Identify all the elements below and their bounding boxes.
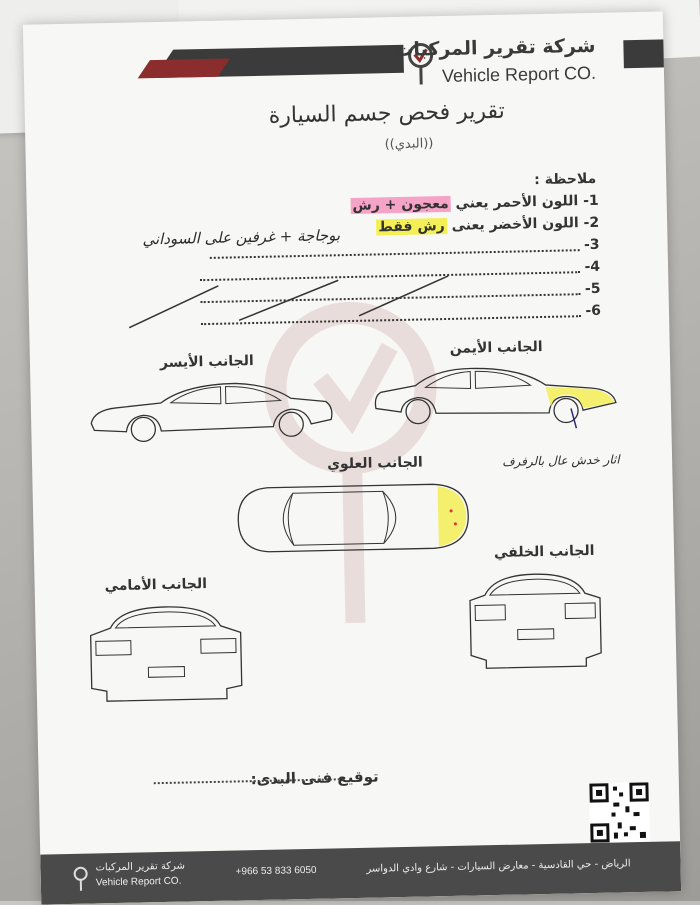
note-number: 6- bbox=[585, 302, 602, 320]
report-subtitle: ((البدي)) bbox=[384, 136, 434, 153]
label-right-side: الجانب الأيمن bbox=[449, 338, 543, 357]
damage-annotation: اثار خدش عال بالرفرف bbox=[501, 452, 620, 469]
footer-brand-ar: شركة تقرير المركبات bbox=[95, 860, 186, 874]
footer-logo-icon bbox=[72, 866, 89, 892]
note-number: 1- bbox=[582, 192, 599, 210]
note-number: 4- bbox=[584, 258, 601, 276]
footer-phone: +966 53 833 6050 bbox=[235, 864, 317, 878]
footer-bar bbox=[40, 841, 681, 904]
footer-brand-en: Vehicle Report CO. bbox=[95, 875, 182, 889]
note-number: 3- bbox=[583, 236, 600, 254]
qr-code-icon bbox=[589, 782, 650, 843]
company-name-en: Vehicle Report CO. bbox=[441, 62, 597, 87]
signature-label: توقيع فنى البدى: bbox=[250, 767, 379, 789]
header-accent bbox=[138, 58, 230, 78]
car-top-view-diagram bbox=[232, 475, 474, 560]
note-text: اللون الأحمر يعني bbox=[455, 193, 579, 212]
car-right-side-diagram bbox=[370, 357, 621, 432]
handwritten-note-3: بوجاجة + غرفين على السوداني bbox=[142, 226, 341, 249]
label-left-side: الجانب الأيسر bbox=[159, 353, 254, 371]
report-title: تقرير فحص جسم السيارة bbox=[268, 98, 506, 129]
note-1 bbox=[350, 193, 599, 214]
note-2 bbox=[376, 215, 599, 236]
car-front-view-diagram bbox=[80, 600, 252, 704]
notes-label: ملاحظة : bbox=[534, 170, 597, 189]
inspection-report-sheet bbox=[23, 11, 681, 904]
note-highlight-red: معجون + رش bbox=[352, 195, 449, 214]
note-number: 5- bbox=[584, 280, 601, 298]
company-name-ar: شركة تقرير المركبات bbox=[394, 34, 596, 62]
note-text: اللون الأخضر يعنى bbox=[451, 215, 579, 234]
company-logo-box bbox=[394, 28, 624, 103]
label-front-side: الجانب الأمامي bbox=[104, 576, 208, 595]
note-highlight-yellow: رش فقط bbox=[378, 218, 445, 236]
footer-address: الرياض - حي القادسية - معارض السيارات - شارع وادي الدواسر bbox=[366, 858, 631, 875]
label-back-side: الجانب الخلفي bbox=[493, 542, 595, 562]
car-back-view-diagram bbox=[454, 568, 616, 671]
car-left-side-diagram bbox=[85, 373, 336, 448]
handwritten-strike-lines bbox=[108, 254, 530, 343]
label-top-side: الجانب العلوي bbox=[326, 454, 423, 473]
note-number: 2- bbox=[583, 214, 600, 232]
